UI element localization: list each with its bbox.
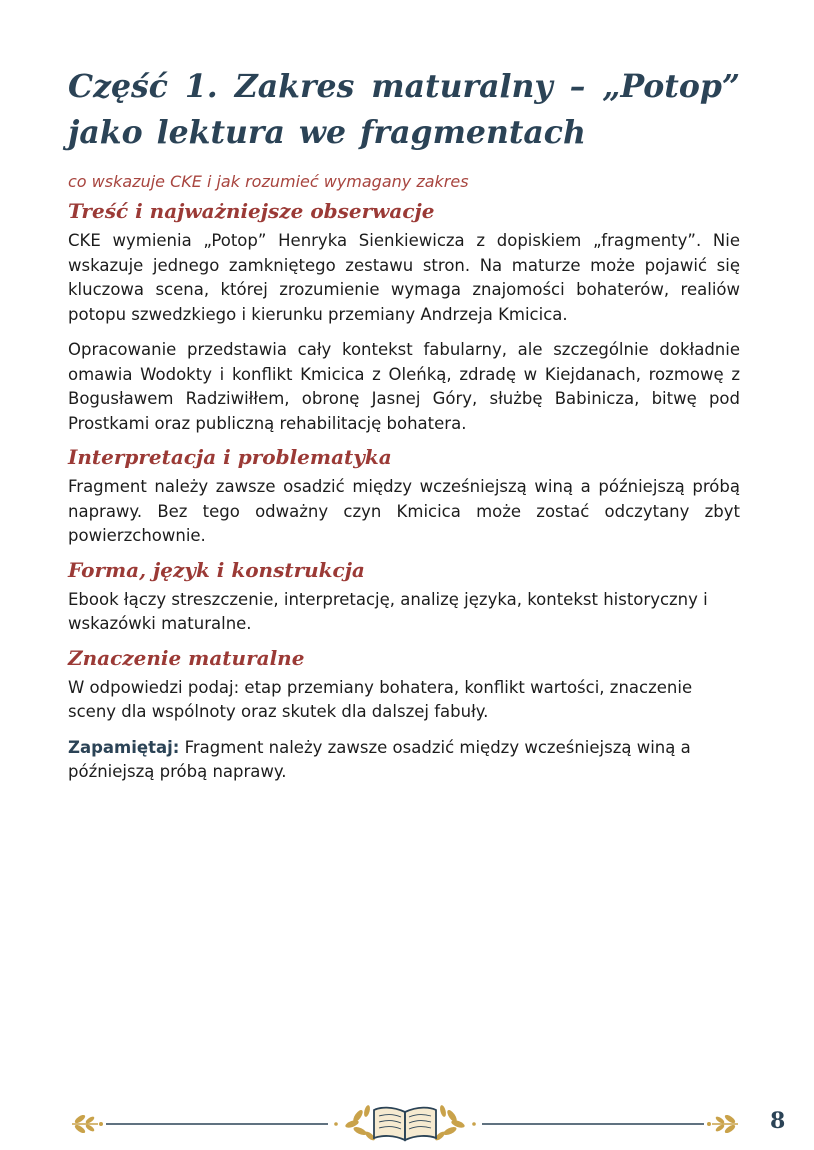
page-content <box>68 64 740 785</box>
right-laurel-icon <box>707 1113 738 1134</box>
footer-ornament <box>70 1098 740 1150</box>
remember-note <box>68 736 740 785</box>
paragraph-interpretacja: Fragment należy zawsze osadzić między wcześniejszą winą a późniejszą próbą naprawy. Bez tego odważny czyn Kmicica może zostać odczytany zbyt powierzchownie. <box>68 477 740 545</box>
section-heading-forma: Forma, język i konstrukcja <box>68 557 365 582</box>
section-heading-znaczenie: Znaczenie maturalne <box>68 645 305 670</box>
page-number: 8 <box>770 1108 786 1134</box>
paragraph-znaczenie: W odpowiedzi podaj: etap przemiany bohatera, konflikt wartości, znaczenie sceny dla wspólnoty oraz skutek dla dalszej fabuły. <box>68 677 693 721</box>
chapter-title: Część 1. Zakres maturalny – „Potop” jako lektura we fragmentach <box>68 68 740 151</box>
section-heading-interpretacja: Interpretacja i problematyka <box>68 445 392 469</box>
chapter-subtitle: co wskazuje CKE i jak rozumieć wymagany zakres <box>68 172 469 191</box>
remember-text: Fragment należy zawsze osadzić między wcześniejszą winą a późniejszą próbą naprawy. <box>68 737 691 781</box>
paragraph-tresc-2: Opracowanie przedstawia cały kontekst fabularny, ale szczególnie dokładnie omawia Wodokty i konflikt Kmicica z Oleńką, zdradę w Kiejdanach, rozmowę z Bogusławem Radziwiłłem, obronę Jasnej Góry, służbę Babinicza, bitwę pod Prostkami oraz publiczną rehabilitację bohatera. <box>68 340 740 433</box>
left-laurel-icon <box>72 1113 103 1134</box>
remember-label: Zapamiętaj: <box>68 737 180 757</box>
section-heading-tresc: Treść i najważniejsze obserwacje <box>68 199 435 223</box>
paragraph-forma: Ebook łączy streszczenie, interpretację, analizę języka, kontekst historyczny i wskazówki maturalne. <box>68 589 708 633</box>
paragraph-tresc-1: CKE wymienia „Potop” Henryka Sienkiewicza z dopiskiem „fragmenty”. Nie wskazuje jednego zamkniętego zestawu stron. Na maturze może pojawić się kluczowa scena, której zrozumienie wymaga znajomości bohaterów, realiów potopu szwedzkiego i kierunku przemiany Andrzeja Kmicica. <box>68 231 740 324</box>
open-book-icon <box>344 1105 465 1142</box>
